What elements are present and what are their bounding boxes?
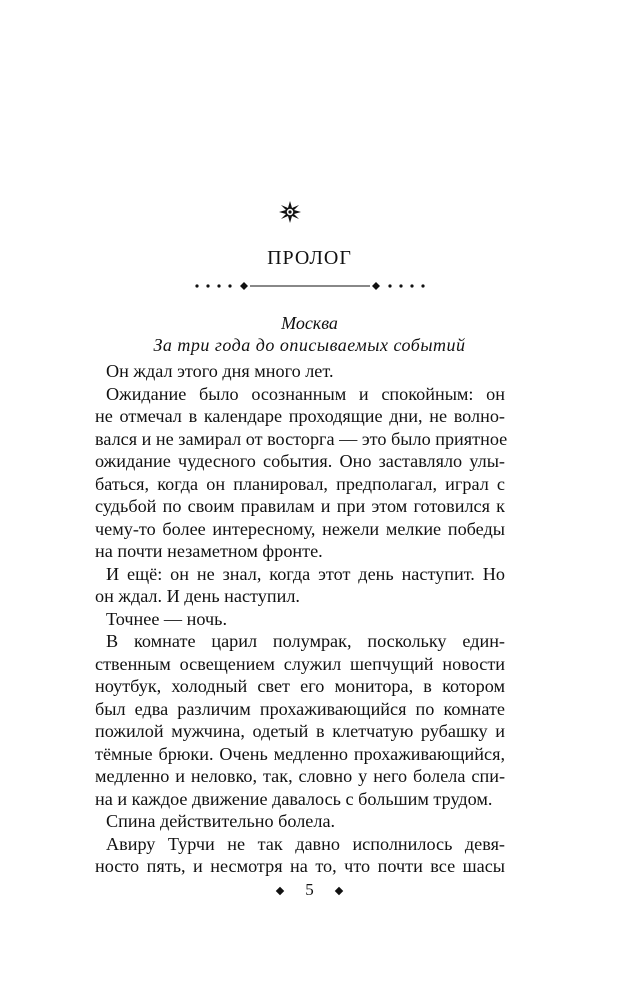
text-line: ноутбук, холодный свет его монитора, в котором [95, 676, 505, 696]
text-line: Ожидание было осознанным и спокойным: он [106, 383, 505, 404]
text-line: не отмечал в календаре проходящие дни, не волно- [95, 406, 505, 426]
body-text [95, 360, 508, 878]
chapter-time: За три года до описываемых событий [153, 335, 466, 355]
text-line: И ещё: он не знал, когда этот день наступит. Но [106, 563, 505, 584]
text-line: В комнате царил полумрак, поскольку един- [106, 631, 505, 651]
text-line: ожидание чудесного события. Оно заставляло улы- [95, 451, 505, 471]
chapter-title: ПРОЛОГ [267, 247, 352, 269]
text-line: был едва различим прохаживающийся по комнате [95, 698, 505, 719]
page-number: 5 [305, 880, 314, 899]
text-line: носто пять, и несмотря на то, что почти все шасы [95, 856, 505, 876]
text-line: баться, когда он планировал, предполагал, играл с [95, 473, 505, 494]
text-line: он ждал. И день наступил. [95, 586, 300, 606]
text-line: чему-то более интересному, нежели мелкие победы [95, 518, 505, 539]
text-line: пожилой мужчина, одетый в клетчатую рубашку и [95, 721, 505, 741]
diamond-right-icon [335, 887, 343, 895]
chapter-place: Москва [281, 313, 338, 333]
text-line: Он ждал этого дня много лет. [106, 361, 334, 381]
flower-star-icon [279, 201, 301, 223]
dotted-divider [194, 280, 426, 292]
text-line: судьбой по своим правилам и при этом готовился к [95, 496, 505, 516]
text-line: вался и не замирал от восторга — это было приятное [95, 428, 508, 449]
text-line: Спина действительно болела. [106, 811, 336, 831]
page-footer [0, 880, 619, 900]
text-line: Точнее — ночь. [106, 608, 228, 629]
text-line: ственным освещением служил шепчущий новости [95, 653, 505, 674]
text-line: на и каждое движение давалось с большим трудом. [95, 788, 493, 809]
diamond-left-icon [276, 887, 284, 895]
text-line: на почти незаметном фронте. [95, 541, 323, 561]
text-line: медленно и неловко, так, словно у него болела спи- [95, 766, 505, 786]
text-line: тёмные брюки. Очень медленно прохаживающийся, [95, 743, 505, 764]
text-line: Авиру Турчи не так давно исполнилось девя- [106, 833, 505, 854]
